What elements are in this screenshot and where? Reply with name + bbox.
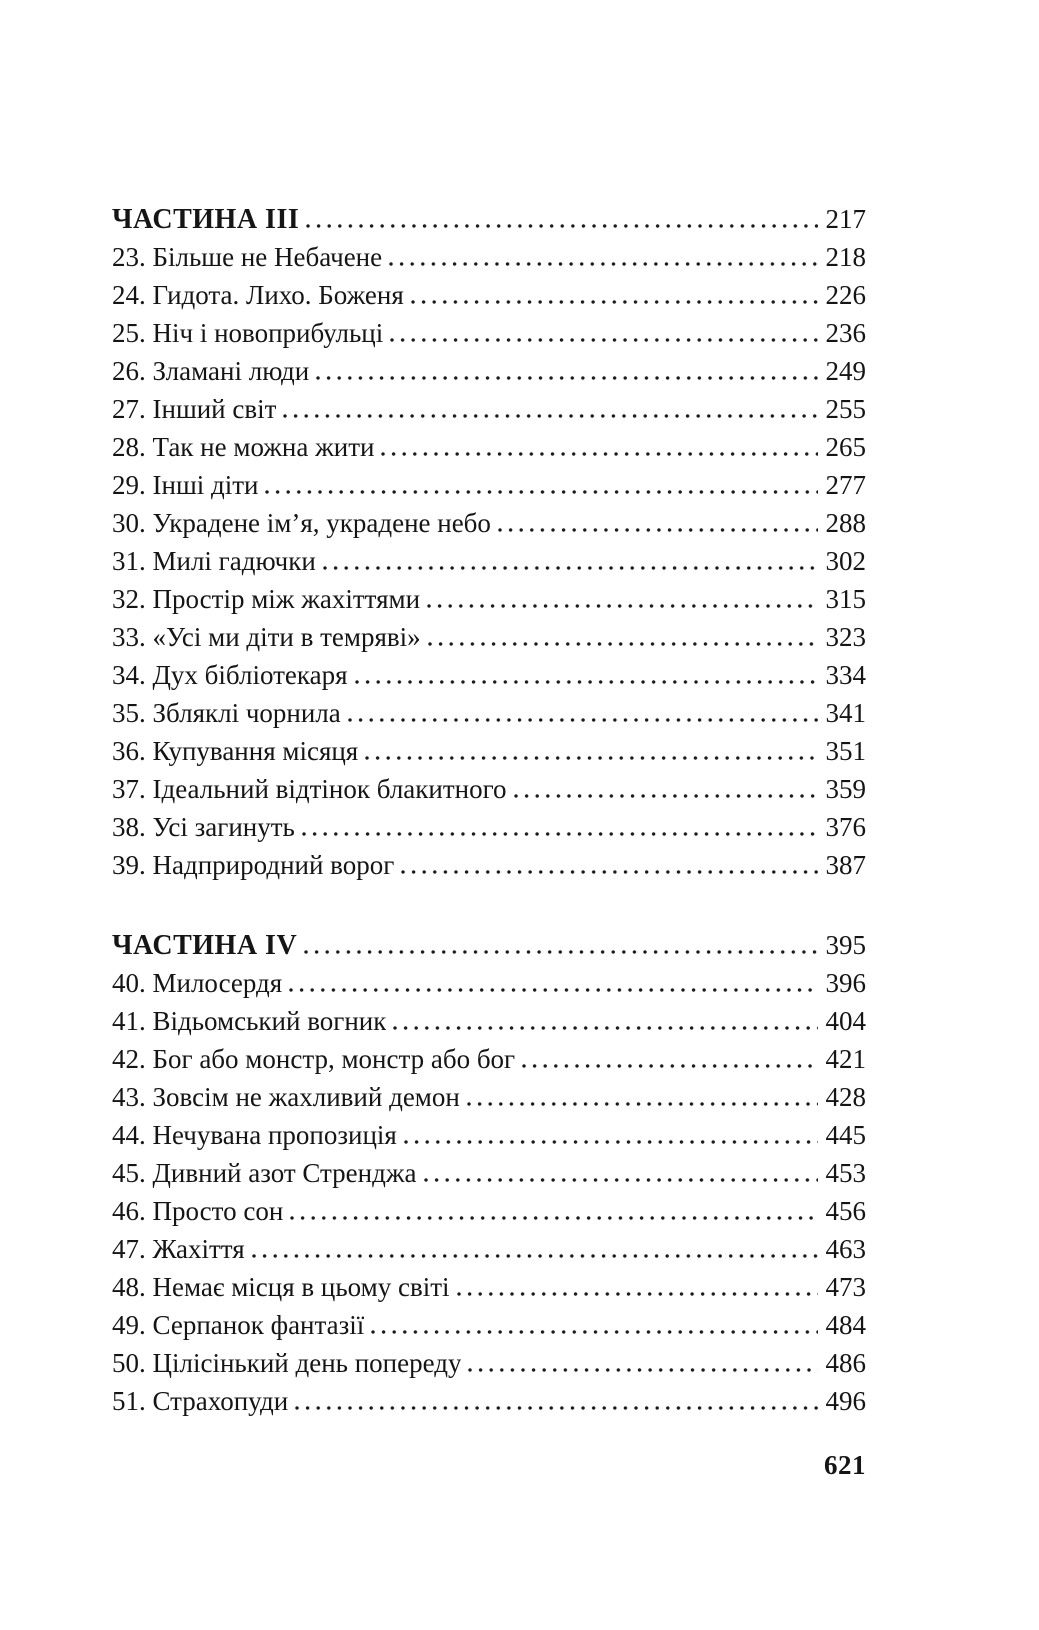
dot-leader — [316, 376, 817, 380]
dot-leader — [295, 1406, 817, 1410]
toc-entry — [112, 808, 866, 846]
page-number: 341 — [825, 698, 866, 728]
chapter-title: 33. «Усі ми діти в темряві» — [112, 622, 421, 652]
chapter-title: 44. Нечувана пропозиція — [112, 1120, 397, 1150]
toc-entry — [112, 580, 866, 618]
page-number: 445 — [825, 1120, 866, 1150]
toc-entry — [112, 466, 866, 504]
page-number: 387 — [825, 850, 866, 880]
page-number: 217 — [825, 204, 866, 234]
page-number: 453 — [825, 1158, 866, 1188]
toc-entry — [112, 542, 866, 580]
dot-leader — [498, 528, 818, 532]
page-number: 484 — [825, 1310, 866, 1340]
chapter-title: 27. Інший світ — [112, 394, 277, 424]
dot-leader — [283, 414, 817, 418]
page-number: 351 — [825, 736, 866, 766]
page-number: 496 — [825, 1386, 866, 1416]
toc-section-2 — [112, 926, 866, 1420]
toc-entry — [112, 1154, 866, 1192]
dot-leader — [323, 566, 818, 570]
page-number: 359 — [825, 774, 866, 804]
dot-leader — [302, 832, 818, 836]
chapter-title: 25. Ніч і новоприбульці — [112, 318, 384, 348]
toc-entry — [112, 1002, 866, 1040]
toc-entry — [112, 770, 866, 808]
page-number: 255 — [825, 394, 866, 424]
dot-leader — [371, 1330, 817, 1334]
page-number: 323 — [825, 622, 866, 652]
page-number: 486 — [825, 1348, 866, 1378]
toc-entry — [112, 1382, 866, 1420]
toc-entry — [112, 1230, 866, 1268]
page-number: 396 — [825, 968, 866, 998]
chapter-title: 46. Просто сон — [112, 1196, 284, 1226]
page-number: 428 — [825, 1082, 866, 1112]
chapter-title: 38. Усі загинуть — [112, 812, 295, 842]
chapter-title: 49. Серпанок фантазії — [112, 1310, 365, 1340]
page-number: 236 — [825, 318, 866, 348]
dot-leader — [401, 870, 817, 874]
dot-leader — [427, 604, 817, 608]
toc-entry — [112, 314, 866, 352]
dot-leader — [306, 224, 817, 228]
toc-entry — [112, 694, 866, 732]
toc-entry — [112, 504, 866, 542]
dot-leader — [290, 1216, 817, 1220]
chapter-title: 41. Відьомський вогник — [112, 1006, 387, 1036]
chapter-title: 35. Збляклі чорнила — [112, 698, 341, 728]
page-number: 395 — [825, 930, 866, 960]
page-number: 421 — [825, 1044, 866, 1074]
chapter-title: 36. Купування місяця — [112, 736, 359, 766]
chapter-title: 30. Украдене ім’я, украдене небо — [112, 508, 491, 538]
dot-leader — [389, 262, 817, 266]
chapter-title: 31. Милі гадючки — [112, 546, 316, 576]
dot-leader — [514, 794, 818, 798]
page-number: 265 — [825, 432, 866, 462]
page-number: 473 — [825, 1272, 866, 1302]
chapter-title: 50. Цілісінький день попереду — [112, 1348, 462, 1378]
chapter-title: 26. Зламані люди — [112, 356, 310, 386]
chapter-title: 51. Страхопуди — [112, 1386, 289, 1416]
dot-leader — [365, 756, 817, 760]
toc-entry — [112, 428, 866, 466]
dot-leader — [457, 1292, 818, 1296]
page-number: 277 — [825, 470, 866, 500]
chapter-title: 48. Немає місця в цьому світі — [112, 1272, 450, 1302]
page-number: 315 — [825, 584, 866, 614]
page-number: 226 — [825, 280, 866, 310]
dot-leader — [265, 490, 817, 494]
chapter-title: 23. Більше не Небачене — [112, 242, 383, 272]
dot-leader — [404, 1140, 818, 1144]
toc-entry — [112, 238, 866, 276]
dot-leader — [393, 1026, 817, 1030]
dot-leader — [468, 1368, 817, 1372]
dot-leader — [467, 1102, 818, 1106]
dot-leader — [390, 338, 817, 342]
dot-leader — [348, 718, 818, 722]
toc-entry — [112, 1078, 866, 1116]
page-number: 288 — [825, 508, 866, 538]
chapter-title: 39. Надприродний ворог — [112, 850, 395, 880]
toc-section-heading — [112, 200, 866, 238]
chapter-title: 28. Так не можна жити — [112, 432, 375, 462]
section-title: ЧАСТИНА ІV — [112, 930, 298, 961]
chapter-title: 40. Милосердя — [112, 968, 283, 998]
toc-entry — [112, 1344, 866, 1382]
toc-entry — [112, 1116, 866, 1154]
chapter-title: 37. Ідеальний відтінок блакитного — [112, 774, 507, 804]
dot-leader — [411, 300, 818, 304]
toc-entry — [112, 618, 866, 656]
chapter-title: 32. Простір між жахіттями — [112, 584, 421, 614]
page-number: 302 — [825, 546, 866, 576]
dot-leader — [289, 988, 817, 992]
dot-leader — [522, 1064, 817, 1068]
toc-section-heading — [112, 926, 866, 964]
section-title: ЧАСТИНА ІІІ — [112, 204, 300, 235]
page-number: 456 — [825, 1196, 866, 1226]
chapter-title: 45. Дивний азот Стренджа — [112, 1158, 417, 1188]
chapter-title: 34. Дух бібліотекаря — [112, 660, 348, 690]
table-of-contents — [112, 200, 866, 1420]
dot-leader — [252, 1254, 818, 1258]
toc-entry — [112, 1306, 866, 1344]
toc-entry — [112, 846, 866, 884]
dot-leader — [304, 950, 817, 954]
toc-entry — [112, 1040, 866, 1078]
chapter-title: 24. Гидота. Лихо. Боженя — [112, 280, 404, 310]
page-number: 376 — [825, 812, 866, 842]
folio-page-number: 621 — [824, 1450, 866, 1480]
toc-entry — [112, 1268, 866, 1306]
toc-entry — [112, 352, 866, 390]
toc-entry — [112, 964, 866, 1002]
toc-entry — [112, 656, 866, 694]
dot-leader — [355, 680, 818, 684]
page-number: 249 — [825, 356, 866, 386]
dot-leader — [381, 452, 817, 456]
toc-entry — [112, 1192, 866, 1230]
toc-entry — [112, 276, 866, 314]
page-number: 404 — [825, 1006, 866, 1036]
chapter-title: 43. Зовсім не жахливий демон — [112, 1082, 460, 1112]
chapter-title: 29. Інші діти — [112, 470, 259, 500]
page-number: 463 — [825, 1234, 866, 1264]
toc-entry — [112, 390, 866, 428]
toc-section-1 — [112, 200, 866, 884]
dot-leader — [424, 1178, 818, 1182]
chapter-title: 42. Бог або монстр, монстр або бог — [112, 1044, 516, 1074]
toc-entry — [112, 732, 866, 770]
dot-leader — [428, 642, 818, 646]
page-number: 334 — [825, 660, 866, 690]
chapter-title: 47. Жахіття — [112, 1234, 245, 1264]
page-number: 218 — [825, 242, 866, 272]
